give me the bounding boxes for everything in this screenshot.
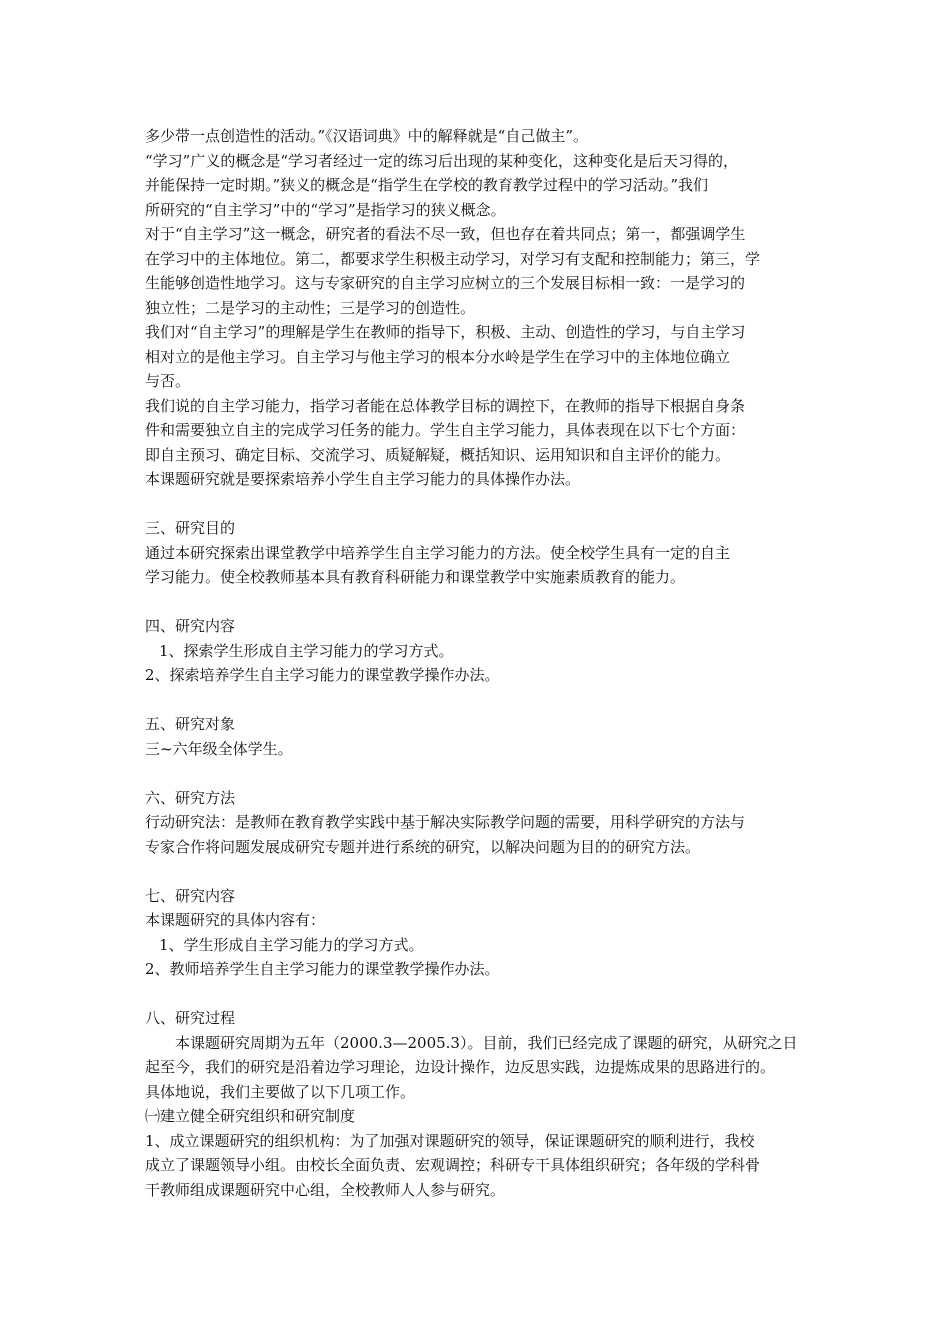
text-line: 多少带一点创造性的活动。”《汉语词典》中的解释就是“自己做主”。 bbox=[145, 127, 589, 145]
text-line: 学习能力。使全校教师基本具有教育科研能力和课堂教学中实施素质教育的能力。 bbox=[145, 568, 686, 586]
text-line: 对于“自主学习”这一概念，研究者的看法不尽一致，但也存在着共同点；第一，都强调学生 bbox=[145, 225, 746, 243]
text-line: 成立了课题领导小组。由校长全面负责、宏观调控；科研专干具体组织研究；各年级的学科骨 bbox=[145, 1156, 761, 1174]
text-line: 行动研究法：是教师在教育教学实践中基于解决实际教学问题的需要，用科学研究的方法与 bbox=[145, 813, 746, 831]
text-line: 专家合作将问题发展成研究专题并进行系统的研究，以解决问题为目的的研究方法。 bbox=[145, 837, 701, 856]
text-line: 生能够创造性地学习。这与专家研究的自主学习应树立的三个发展目标相一致：一是学习的 bbox=[145, 274, 746, 292]
text-line: 干教师组成课题研究中心组，全校教师人人参与研究。 bbox=[145, 1180, 506, 1199]
text-line: 即自主预习、确定目标、交流学习、质疑解疑，概括知识、运用知识和自主评价的能力。 bbox=[145, 445, 731, 464]
text-line: 在学习中的主体地位。第二，都要求学生积极主动学习，对学习有支配和控制能力；第三，学 bbox=[145, 249, 761, 268]
blank-line bbox=[145, 590, 815, 615]
list-item: 1、学生形成自主学习能力的学习方式。 bbox=[159, 935, 424, 954]
blank-line bbox=[145, 492, 815, 517]
section-heading: 八、研究过程 bbox=[145, 1009, 236, 1027]
blank-line bbox=[145, 688, 815, 713]
text-line: 三~六年级全体学生。 bbox=[145, 739, 293, 758]
section-research-process bbox=[145, 1006, 815, 1202]
section-research-subjects bbox=[145, 712, 815, 761]
text-line: 所研究的“自主学习”中的“学习”是指学习的狭义概念。 bbox=[145, 200, 506, 219]
text-line: 相对立的是他主学习。自主学习与他主学习的根本分水岭是学生在学习中的主体地位确立 bbox=[145, 347, 731, 366]
section-research-content bbox=[145, 614, 815, 688]
text-line: 通过本研究探索出课堂教学中培养学生自主学习能力的方法。使全校学生具有一定的自主 bbox=[145, 543, 731, 562]
text-line: 我们说的自主学习能力，指学习者能在总体教学目标的调控下，在教师的指导下根据自身条 bbox=[145, 396, 746, 415]
section-heading: 五、研究对象 bbox=[145, 715, 236, 733]
text-line: 独立性；二是学习的主动性；三是学习的创造性。 bbox=[145, 298, 476, 317]
text-line: 具体地说，我们主要做了以下几项工作。 bbox=[145, 1082, 416, 1101]
text-line: 并能保持一定时期。”狭义的概念是“指学生在学校的教育教学过程中的学习活动。”我们 bbox=[145, 176, 709, 194]
text-line: 与否。 bbox=[145, 372, 191, 390]
section-research-method bbox=[145, 786, 815, 860]
text-line: 1、成立课题研究的组织机构：为了加强对课题研究的领导，保证课题研究的顺利进行，我校 bbox=[145, 1131, 755, 1150]
section-research-content-detail bbox=[145, 884, 815, 982]
text-line: 本课题研究周期为五年（2000.3—2005.3）。目前，我们已经完成了课题的研究，从研究之日 bbox=[175, 1033, 798, 1052]
list-item: 1、探索学生形成自主学习能力的学习方式。 bbox=[159, 641, 454, 660]
paragraph-definitions bbox=[145, 124, 815, 492]
text-line: 本课题研究的具体内容有： bbox=[145, 911, 326, 929]
blank-line bbox=[145, 982, 815, 1007]
text-line: “学习”广义的概念是“学习者经过一定的练习后出现的某种变化，这种变化是后天习得的， bbox=[145, 151, 739, 170]
subsection-heading: ㈠建立健全研究组织和研究制度 bbox=[145, 1107, 356, 1125]
section-heading: 六、研究方法 bbox=[145, 788, 236, 807]
text-line: 本课题研究就是要探索培养小学生自主学习能力的具体操作办法。 bbox=[145, 470, 581, 488]
section-heading: 七、研究内容 bbox=[145, 886, 236, 905]
text-line: 起至今，我们的研究是沿着边学习理论，边设计操作，边反思实践，边提炼成果的思路进行的。 bbox=[145, 1058, 776, 1076]
blank-line bbox=[145, 859, 815, 884]
section-heading: 四、研究内容 bbox=[145, 617, 236, 635]
list-item: 2、教师培养学生自主学习能力的课堂教学操作办法。 bbox=[145, 960, 500, 978]
document-body bbox=[145, 124, 815, 1202]
text-line: 我们对“自主学习”的理解是学生在教师的指导下，积极、主动、创造性的学习，与自主学习 bbox=[145, 323, 746, 341]
section-heading: 三、研究目的 bbox=[145, 519, 236, 537]
section-research-purpose bbox=[145, 516, 815, 590]
list-item: 2、探索培养学生自主学习能力的课堂教学操作办法。 bbox=[145, 666, 500, 684]
blank-line bbox=[145, 761, 815, 786]
text-line: 件和需要独立自主的完成学习任务的能力。学生自主学习能力，具体表现在以下七个方面： bbox=[145, 421, 746, 439]
